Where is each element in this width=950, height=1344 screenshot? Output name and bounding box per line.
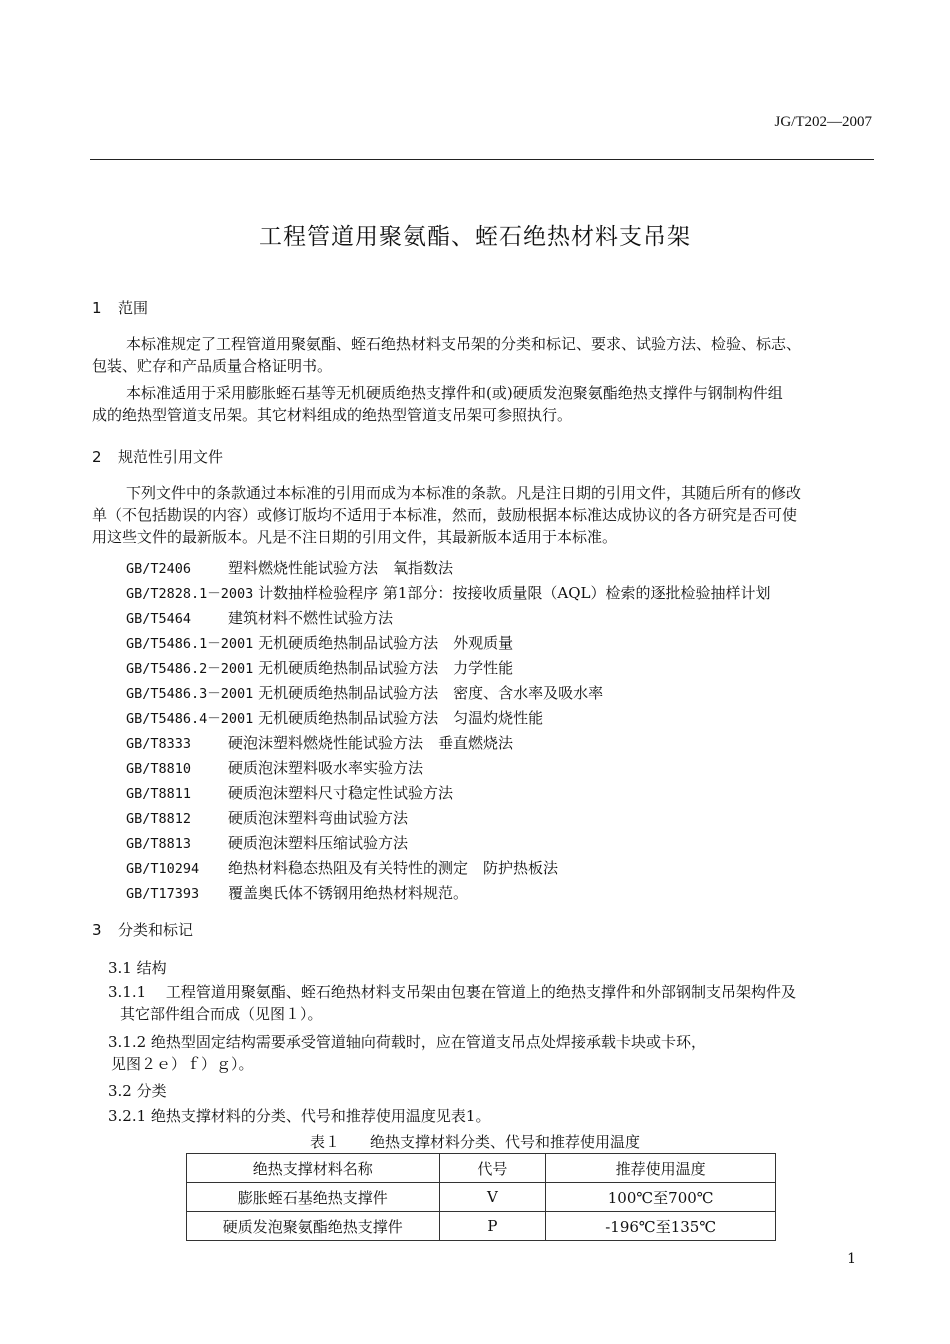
clause-3-2-1: 3.2.1 绝热支撑材料的分类、代号和推荐使用温度见表1。 <box>108 1107 491 1125</box>
table-cell: 硬质发泡聚氨酯绝热支撑件 <box>187 1212 440 1241</box>
reference-code: GB/T10294 <box>126 861 200 877</box>
reference-code: GB/T5486.4－2001 <box>126 711 254 727</box>
reference-code: GB/T8813 <box>126 836 192 852</box>
section-title: 范围 <box>118 299 149 317</box>
reference-item <box>126 556 770 581</box>
reference-code: GB/T17393 <box>126 886 200 902</box>
text-line: 成的绝热型管道支吊架。其它材料组成的绝热型管道支吊架可参照执行。 <box>92 406 573 424</box>
reference-title: 硬质泡沫塑料吸水率实验方法 <box>228 759 424 777</box>
reference-item <box>126 856 770 881</box>
table-1-caption: 表１ 绝热支撑材料分类、代号和推荐使用温度 <box>309 1133 640 1151</box>
reference-title: 硬质泡沫塑料压缩试验方法 <box>228 834 409 852</box>
reference-title: 无机硬质绝热制品试验方法 力学性能 <box>258 659 514 677</box>
text-line: 见图２ｅ）ｆ）ｇ）。 <box>111 1055 254 1073</box>
reference-code: GB/T8810 <box>126 761 192 777</box>
table-cell: P <box>439 1212 546 1241</box>
reference-title: 计数抽样检验程序 第1部分：按接收质量限（AQL）检索的逐批检验抽样计划 <box>258 584 771 602</box>
reference-title: 塑料燃烧性能试验方法 氧指数法 <box>228 559 454 577</box>
section-2-heading <box>92 446 223 467</box>
text-line: 下列文件中的条款通过本标准的引用而成为本标准的条款。凡是注日期的引用文件，其随后所有的修改 <box>126 484 802 502</box>
reference-code: GB/T2828.1－2003 <box>126 586 254 602</box>
text-line: 其它部件组合而成（见图１）。 <box>120 1005 323 1023</box>
table-cell: 膨胀蛭石基绝热支撑件 <box>187 1183 440 1212</box>
clause-3-1-1 <box>108 981 796 1025</box>
table-header-cell: 推荐使用温度 <box>546 1154 776 1183</box>
reference-item <box>126 756 770 781</box>
normative-references-list <box>126 556 770 906</box>
section-number: 1 <box>92 299 102 317</box>
text-line: 本标准规定了工程管道用聚氨酯、蛭石绝热材料支吊架的分类和标记、要求、试验方法、检验、标志、 <box>126 335 802 353</box>
text-line: 单（不包括勘误的内容）或修订版均不适用于本标准，然而，鼓励根据本标准达成协议的各方研究是否可使 <box>92 506 798 524</box>
table-cell: 100℃至700℃ <box>546 1183 776 1212</box>
reference-title: 覆盖奥氏体不锈钢用绝热材料规范。 <box>228 884 469 902</box>
table-header-row <box>187 1154 776 1183</box>
reference-title: 硬泡沫塑料燃烧性能试验方法 垂直燃烧法 <box>228 734 514 752</box>
text-line: 3.1.2 绝热型固定结构需要承受管道轴向荷载时，应在管道支吊点处焊接承载卡块或卡环， <box>108 1033 706 1051</box>
document-title: 工程管道用聚氨酯、蛭石绝热材料支吊架 <box>259 224 691 250</box>
section-title: 规范性引用文件 <box>118 448 224 466</box>
section-3-heading <box>92 919 193 940</box>
header-rule <box>90 159 874 160</box>
reference-item <box>126 631 770 656</box>
table-cell: V <box>439 1183 546 1212</box>
section-1-heading <box>92 297 148 318</box>
text-line: 用这些文件的最新版本。凡是不注日期的引用文件，其最新版本适用于本标准。 <box>92 528 618 546</box>
reference-title: 建筑材料不燃性试验方法 <box>228 609 394 627</box>
section-title: 分类和标记 <box>118 921 194 939</box>
reference-item <box>126 656 770 681</box>
table-row <box>187 1212 776 1241</box>
reference-code: GB/T5486.1－2001 <box>126 636 254 652</box>
clause-3-1-2 <box>108 1031 706 1075</box>
reference-item <box>126 806 770 831</box>
standard-number: JG/T202—2007 <box>774 114 872 130</box>
table-row <box>187 1183 776 1212</box>
reference-code: GB/T8811 <box>126 786 192 802</box>
reference-item <box>126 681 770 706</box>
table-1 <box>186 1153 776 1241</box>
subsection-3-2: 3.2 分类 <box>108 1082 167 1100</box>
section-number: 2 <box>92 448 102 466</box>
reference-item <box>126 831 770 856</box>
reference-title: 无机硬质绝热制品试验方法 密度、含水率及吸水率 <box>258 684 604 702</box>
text-line: 本标准适用于采用膨胀蛭石基等无机硬质绝热支撑件和(或)硬质发泡聚氨酯绝热支撑件与钢制构件组 <box>126 384 783 402</box>
text-line: 包装、贮存和产品质量合格证明书。 <box>92 357 333 375</box>
table-header-cell: 绝热支撑材料名称 <box>187 1154 440 1183</box>
reference-item <box>126 731 770 756</box>
reference-title: 硬质泡沫塑料弯曲试验方法 <box>228 809 409 827</box>
table-header-cell: 代号 <box>439 1154 546 1183</box>
reference-code: GB/T2406 <box>126 561 192 577</box>
reference-code: GB/T8812 <box>126 811 192 827</box>
subsection-3-1: 3.1 结构 <box>108 959 167 977</box>
section-number: 3 <box>92 921 102 939</box>
reference-title: 无机硬质绝热制品试验方法 匀温灼烧性能 <box>258 709 544 727</box>
reference-item <box>126 706 770 731</box>
section-2-paragraph <box>92 482 874 548</box>
reference-title: 硬质泡沫塑料尺寸稳定性试验方法 <box>228 784 454 802</box>
reference-code: GB/T5464 <box>126 611 192 627</box>
table-cell: -196℃至135℃ <box>546 1212 776 1241</box>
reference-item <box>126 581 770 606</box>
section-1-paragraph-1 <box>92 333 874 377</box>
page-number: 1 <box>847 1251 856 1267</box>
reference-title: 绝热材料稳态热阻及有关特性的测定 防护热板法 <box>228 859 559 877</box>
section-1-paragraph-2 <box>92 382 874 426</box>
reference-code: GB/T5486.3－2001 <box>126 686 254 702</box>
reference-title: 无机硬质绝热制品试验方法 外观质量 <box>258 634 514 652</box>
reference-code: GB/T5486.2－2001 <box>126 661 254 677</box>
text-line: 3.1.1 工程管道用聚氨酯、蛭石绝热材料支吊架由包裹在管道上的绝热支撑件和外部钢制支吊架构件及 <box>108 983 796 1001</box>
reference-item <box>126 881 770 906</box>
reference-code: GB/T8333 <box>126 736 192 752</box>
reference-item <box>126 781 770 806</box>
reference-item <box>126 606 770 631</box>
